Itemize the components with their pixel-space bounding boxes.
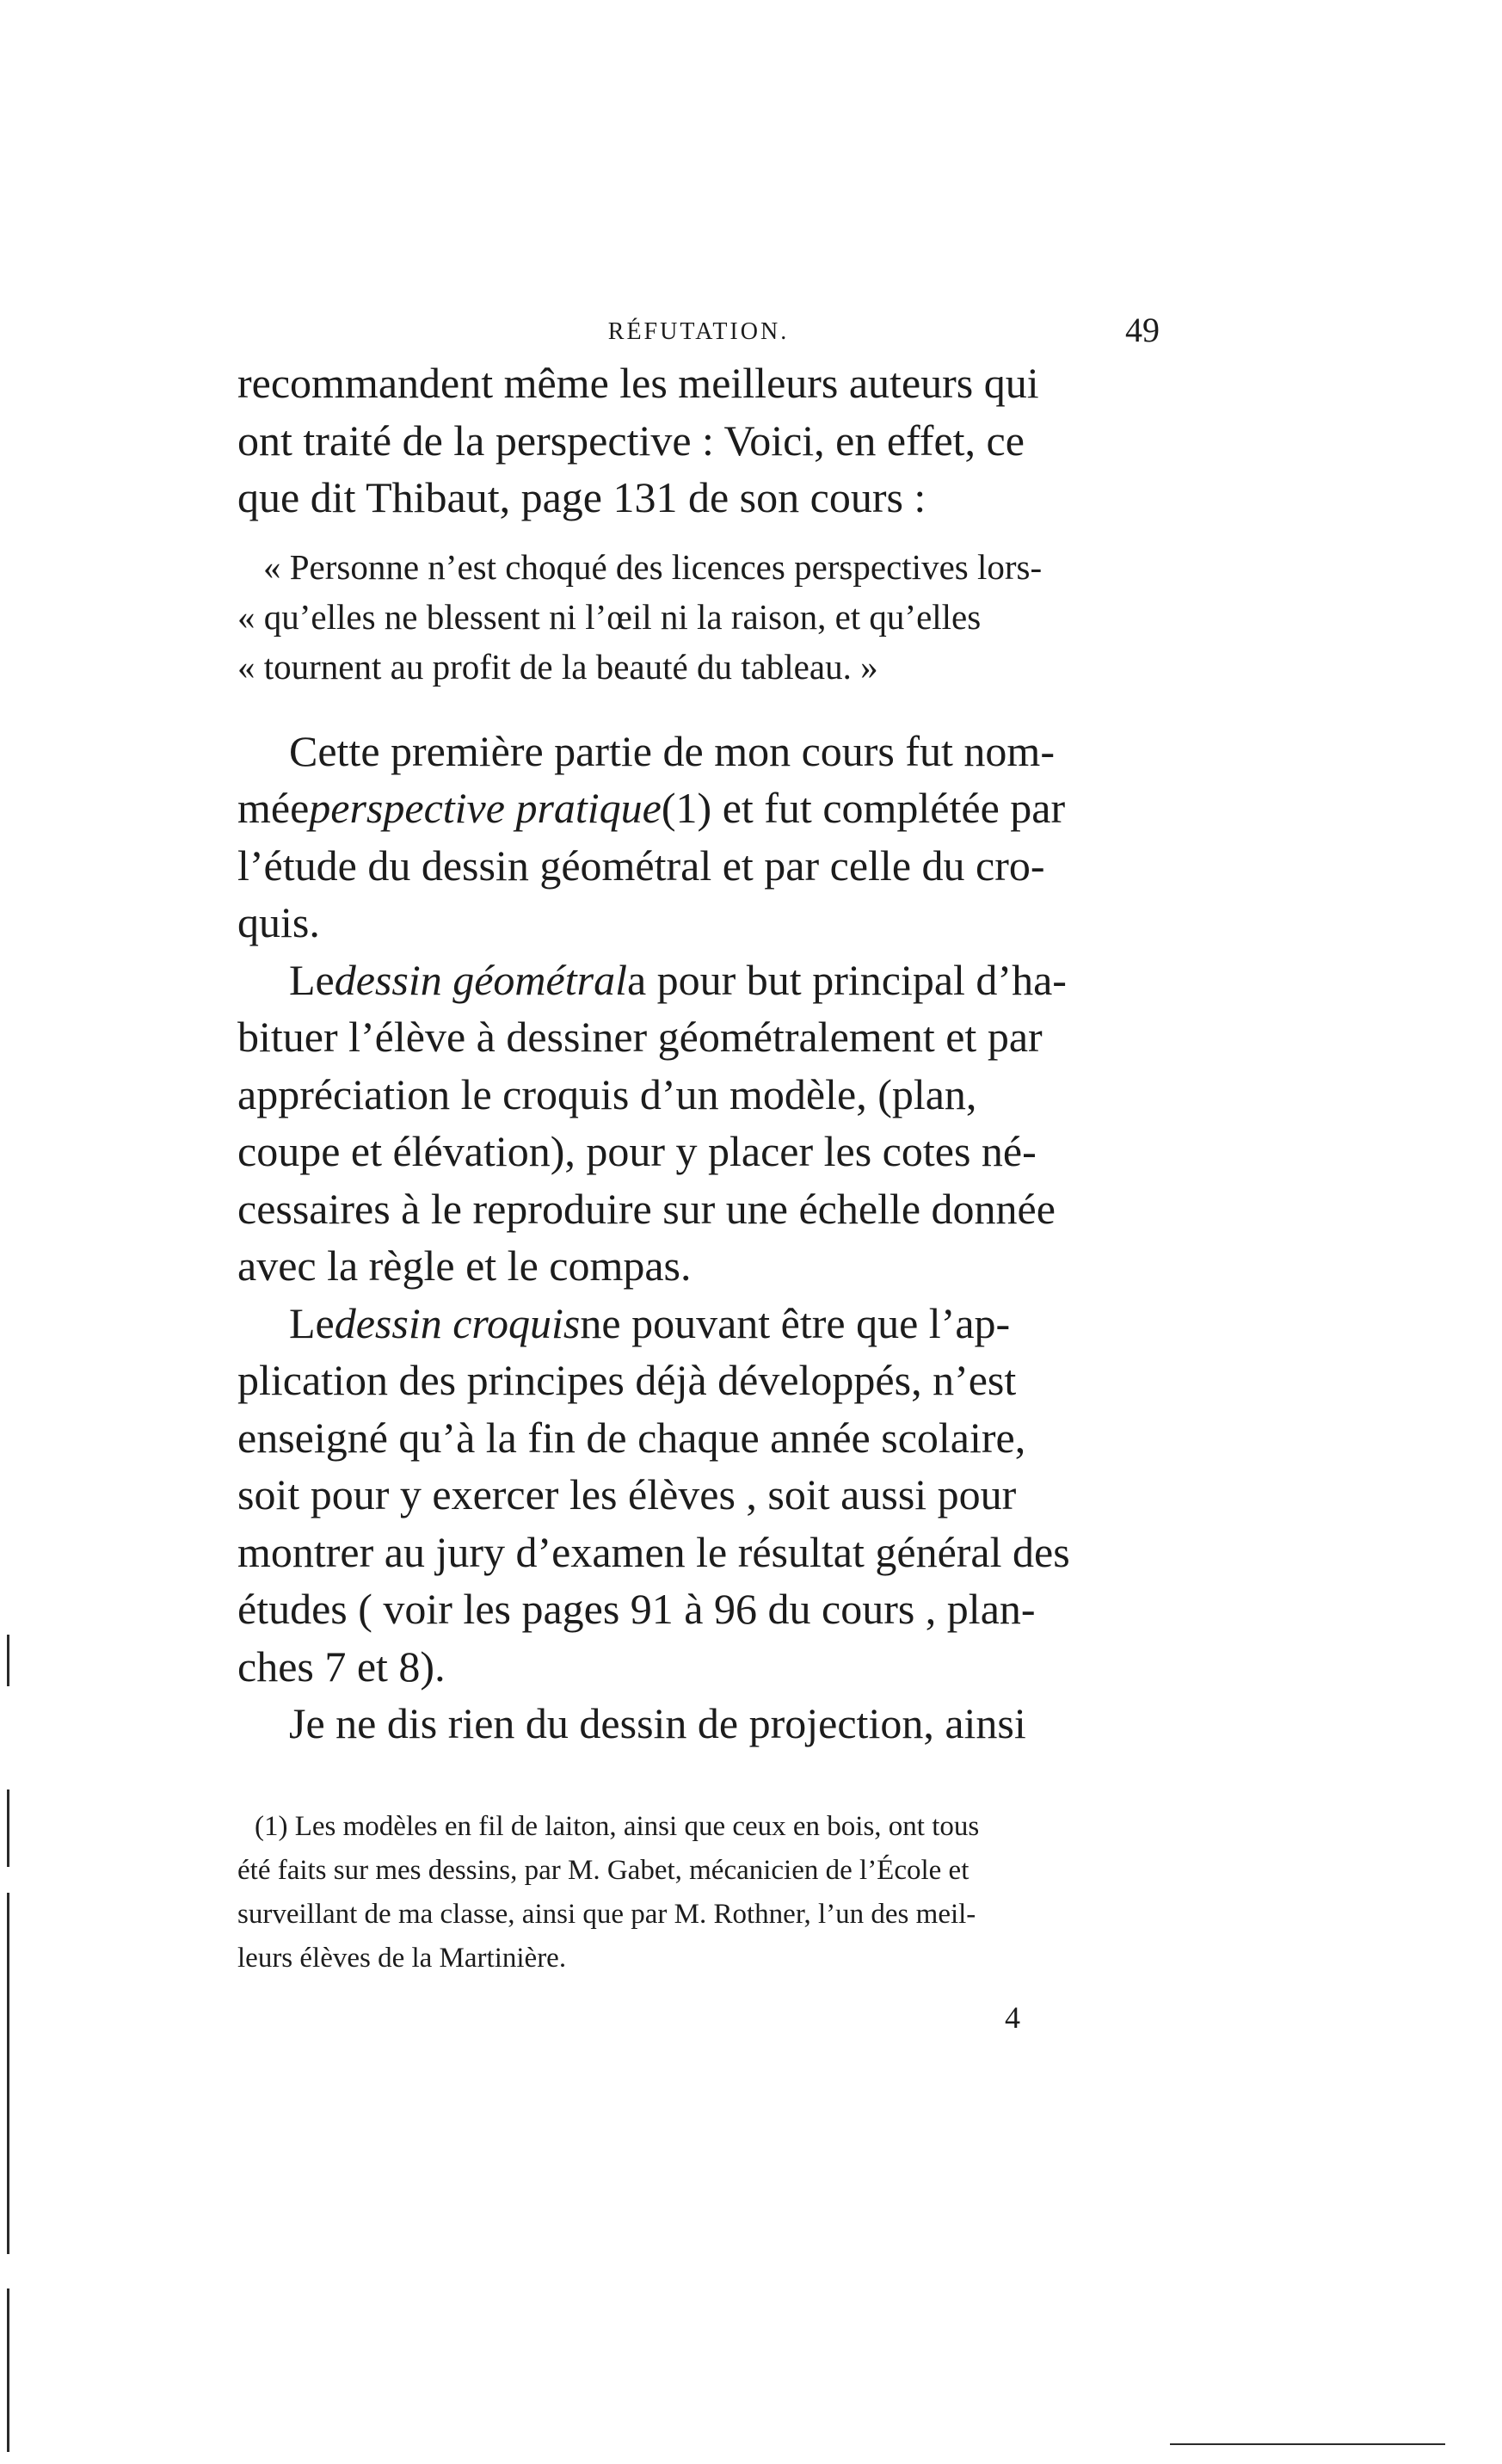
text-line: quis. — [237, 898, 320, 946]
paragraph-perspective — [237, 723, 1160, 952]
text-line: bituer l’élève à dessiner géométralement et par — [237, 1013, 1043, 1061]
running-head: RÉFUTATION. — [607, 318, 790, 345]
scan-mark — [1170, 2443, 1445, 2445]
text-line: soit pour y exercer les élèves , soit aussi pour — [237, 1470, 1017, 1518]
text-line: que dit Thibaut, page 131 de son cours : — [237, 473, 926, 521]
paragraph-dessin-geometral — [237, 952, 1160, 1295]
italic-term: dessin croquis — [334, 1298, 581, 1347]
footnote-line: surveillant de ma classe, ainsi que par M. Rothner, l’un des meil- — [237, 1899, 976, 1930]
paragraph-continuation — [237, 354, 1160, 527]
paragraph-dessin-croquis — [237, 1295, 1160, 1696]
quote-line: « Personne n’est choqué des licences perspectives lors- — [263, 546, 1043, 587]
quote-line: « tournent au profit de la beauté du tableau. » — [237, 646, 878, 687]
text-line: cessaires à le reproduire sur une échelle donnée — [237, 1184, 1056, 1233]
scan-mark — [7, 1893, 9, 2254]
body-text — [237, 354, 1160, 1753]
text-line: coupe et élévation), pour y placer les cotes né- — [237, 1127, 1037, 1175]
footnote-line: (1) Les modèles en fil de laiton, ainsi que ceux en bois, ont tous — [255, 1811, 980, 1842]
footnote-line: leurs élèves de la Martinière. — [237, 1943, 567, 1974]
scan-mark — [7, 1789, 9, 1867]
scan-mark — [7, 2288, 9, 2452]
text-line: montrer au jury d’examen le résultat général des — [237, 1527, 1070, 1576]
text-line: Ledessin géométrala pour but principal d’ha- — [237, 952, 1160, 1009]
text-line: ont traité de la perspective : Voici, en effet, ce — [237, 416, 1025, 465]
page-number: 49 — [1125, 311, 1160, 349]
signature-mark: 4 — [1005, 2000, 1020, 2035]
text-line: méeperspective pratique(1) et fut complétée par — [237, 779, 1160, 837]
text-line: Ledessin croquisne pouvant être que l’ap- — [237, 1295, 1160, 1352]
text-line: enseigné qu’à la fin de chaque année scolaire, — [237, 1413, 1026, 1462]
block-quote — [237, 542, 1160, 692]
text-line: appréciation le croquis d’un modèle, (plan, — [237, 1069, 977, 1118]
scan-mark — [7, 1635, 9, 1686]
text-line: l’étude du dessin géométral et par celle du cro- — [237, 841, 1045, 890]
footnote — [237, 1805, 1160, 1980]
text-line: Je ne dis rien du dessin de projection, ainsi — [289, 1699, 1026, 1747]
text-line: ches 7 et 8). — [237, 1642, 446, 1691]
italic-term: perspective pratique — [309, 784, 662, 832]
text-line: plication des principes déjà développés, n’est — [237, 1356, 1017, 1404]
paragraph-projection — [237, 1695, 1160, 1753]
page-header — [237, 310, 1160, 353]
text-line: Cette première partie de mon cours fut nom- — [289, 726, 1055, 775]
text-line: recommandent même les meilleurs auteurs qui — [237, 359, 1039, 407]
italic-term: dessin géométral — [334, 955, 627, 1004]
text-line: études ( voir les pages 91 à 96 du cours , plan- — [237, 1585, 1036, 1633]
quote-line: « qu’elles ne blessent ni l’œil ni la raison, et qu’elles — [237, 596, 982, 637]
text-line: avec la règle et le compas. — [237, 1241, 692, 1290]
footnote-line: été faits sur mes dessins, par M. Gabet, mécanicien de l’École et — [237, 1855, 970, 1886]
